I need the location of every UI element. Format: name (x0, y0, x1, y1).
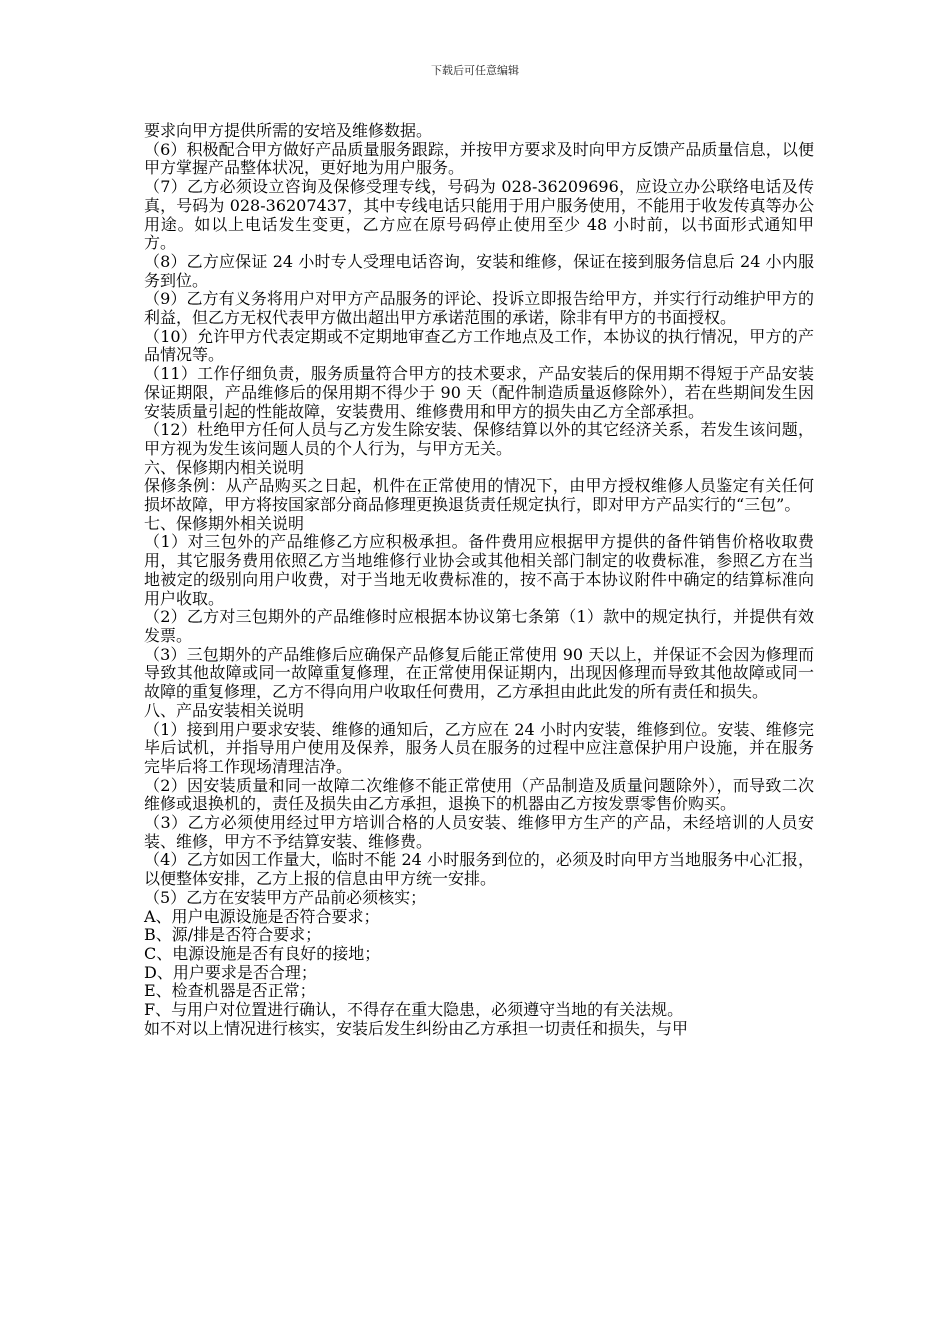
paragraph-s8-item-5: （5）乙方在安装甲方产品前必须核实； (144, 887, 427, 907)
paragraph-item-8: （8）乙方应保证 24 小时专人受理电话咨询，安装和维修，保证在接到服务信息后 24 小内服务到位。 (144, 251, 814, 290)
checklist-item-e: E、检查机器是否正常； (144, 981, 316, 1001)
paragraph-s8-item-4: （4）乙方如因工作量大，临时不能 24 小时服务到位的，必须及时向甲方当地服务中心汇报，以便整体安排，乙方上报的信息由甲方统一安排。 (144, 850, 814, 889)
checklist-item-a: A、用户电源设施是否符合要求； (144, 906, 380, 926)
paragraph-item-7: （7）乙方必须设立咨询及保修受理专线，号码为 028-36209696，应设立办公联络电话及传真，号码为 028-36207437，其中专线电话只能用于用户服务使用，不能用于收发传真等办公用途。如以上电话发生变更，乙方应在原号码停止使用至少 48 小时前，以书面形式通知甲方。 (144, 177, 814, 253)
section-heading-6: 六、保修期内相关说明 (144, 457, 305, 477)
checklist-item-c: C、电源设施是否有良好的接地； (144, 943, 381, 963)
paragraph-s8-item-3: （3）乙方必须使用经过甲方培训合格的人员安装、维修甲方生产的产品，未经培训的人员安装、维修，甲方不予结算安装、维修费。 (144, 813, 814, 851)
section-heading-8: 八、产品安装相关说明 (144, 700, 305, 720)
paragraph-warranty-terms: 保修条例：从产品购买之日起，机件在正常使用的情况下，由甲方授权维修人员鉴定有关任何损坏故障，甲方将按国家部分商品修理更换退货责任规定执行，即对甲方产品实行的“三包”。 (144, 476, 814, 515)
paragraph-item-11: （11）工作仔细负责，服务质量符合甲方的技术要求，产品安装后的保用期不得短于产品安装保证期限，产品维修后的保用期不得少于 90 天（配件制造质量返修除外），若在些期间发生因安装质量引起的性能故障，安装费用、维修费用和甲方的损失由乙方全部承担。 (144, 364, 814, 421)
section-heading-7: 七、保修期外相关说明 (144, 513, 305, 533)
paragraph-s8-item-1: （1）接到用户要求安装、维修的通知后，乙方应在 24 小时内安装，维修到位。安装、维修完毕后试机，并指导用户使用及保养，服务人员在服务的过程中应注意保护用户设施，并在服务完毕后将工作现场清理洁净。 (144, 719, 814, 776)
paragraph-s7-item-1: （1）对三包外的产品维修乙方应积极承担。备件费用应根据甲方提供的备件销售价格收取费用，其它服务费用依照乙方当地维修行业协会或其他相关部门制定的收费标准，参照乙方在当地被定的级别向用户收费，对于当地无收费标准的，按不高于本协议附件中确定的结算标准向用户收取。 (144, 532, 814, 608)
paragraph-item-9: （9）乙方有义务将用户对甲方产品服务的评论、投诉立即报告给甲方，并实行行动维护甲方的利益，但乙方无权代表甲方做出超出甲方承诺范围的承诺，除非有甲方的书面授权。 (144, 289, 814, 328)
paragraph-s7-item-2: （2）乙方对三包期外的产品维修时应根据本协议第七条第（1）款中的规定执行，并提供有效发票。 (144, 607, 814, 645)
checklist-item-f: F、与用户对位置进行确认，不得存在重大隐患，必须遵守当地的有关法规。 (144, 1000, 684, 1020)
paragraph-item-6: （6）积极配合甲方做好产品质量服务跟踪，并按甲方要求及时向甲方反馈产品质量信息，以便甲方掌握产品整体状况，更好地为用户服务。 (144, 139, 814, 178)
checklist-item-b: B、源/排是否符合要求； (144, 925, 322, 945)
paragraph-intro: 要求向甲方提供所需的安培及维修数据。 (144, 121, 433, 140)
checklist-item-d: D、用户要求是否合理； (144, 962, 317, 982)
paragraph-item-12: （12）杜绝甲方任何人员与乙方发生除安装、保修结算以外的其它经济关系，若发生该问题，甲方视为发生该问题人员的个人行为，与甲方无关。 (144, 420, 814, 458)
paragraph-s7-item-3: （3）三包期外的产品维修后应确保产品修复后能正常使用 90 天以上，并保证不会因为修理而导致其他故障或同一故障重复修理，在正常使用保证期内，出现因修理而导致其他故障或同一故障的重复修理，乙方不得向用户收取任何费用，乙方承担由此此发的所有责任和损失。 (144, 644, 814, 702)
paragraph-closing: 如不对以上情况进行核实，安装后发生纠纷由乙方承担一切责任和损失，与甲 (144, 1018, 689, 1038)
paragraph-s8-item-2: （2）因安装质量和同一故障二次维修不能正常使用（产品制造及质量问题除外），而导致二次维修或退换机的，责任及损失由乙方承担，退换下的机器由乙方按发票零售价购买。 (144, 775, 814, 814)
paragraph-item-10: （10）允许甲方代表定期或不定期地审查乙方工作地点及工作，本协议的执行情况，甲方的产品情况等。 (144, 326, 814, 365)
page-header: 下载后可任意编辑 (431, 64, 519, 77)
document-body (144, 122, 814, 1038)
